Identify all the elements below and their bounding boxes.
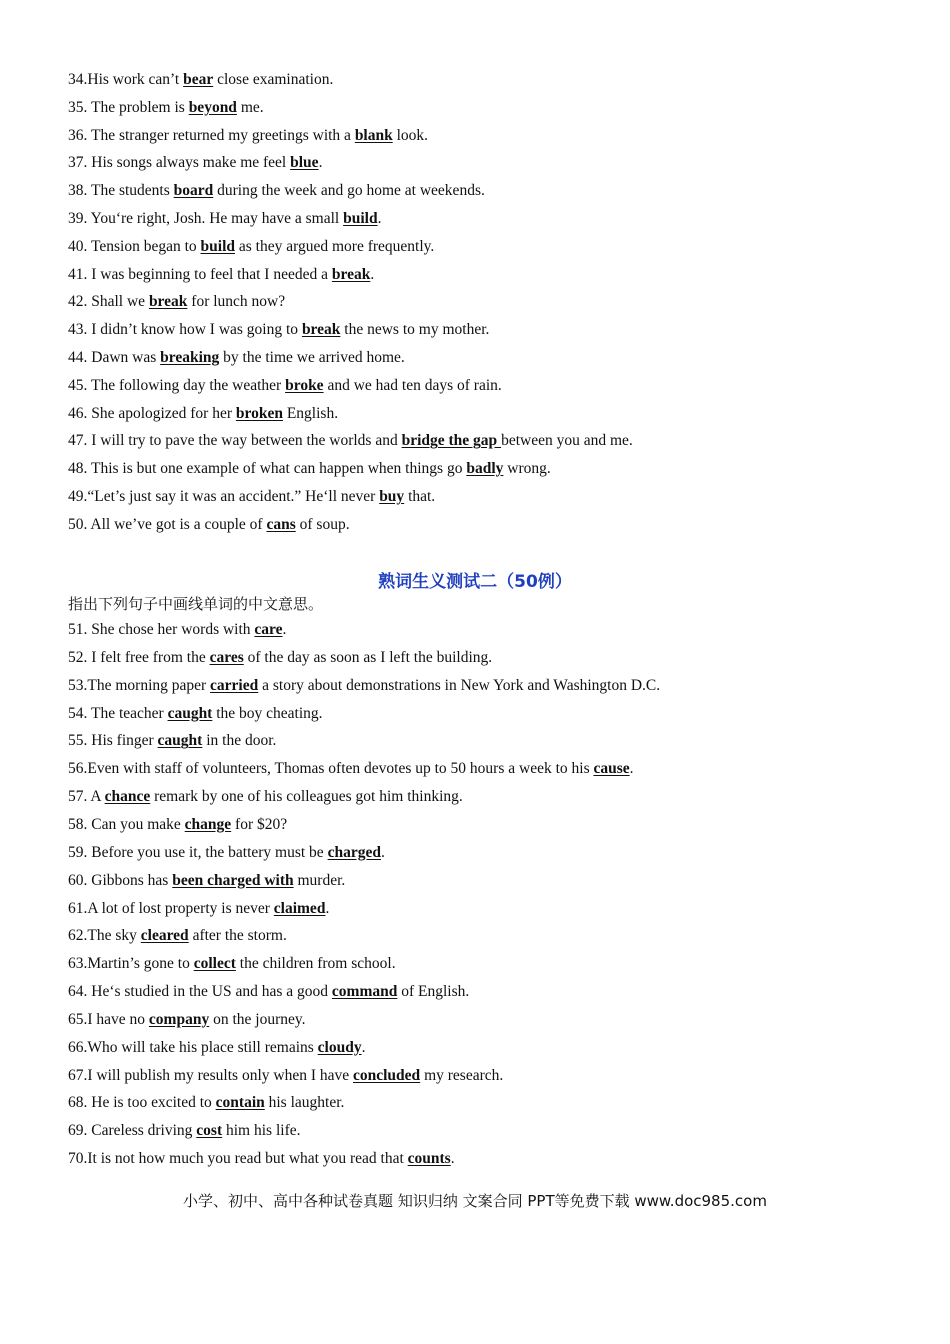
- sentence-item: [68, 376, 502, 396]
- sentence-item: [68, 1149, 455, 1169]
- sentence-text: 62.The sky: [68, 927, 141, 945]
- sentence-item: [68, 1093, 344, 1113]
- sentence-text: a story about demonstrations in New York and Washington D.C.: [258, 676, 661, 694]
- sentence-item: [68, 348, 405, 368]
- sentence-text: 60. Gibbons has: [68, 871, 173, 889]
- sentence-text: 58. Can you make: [68, 815, 185, 833]
- sentence-text: 40. Tension began to: [68, 237, 201, 255]
- sentence-text: as they argued more frequently.: [235, 237, 435, 255]
- sentence-text: .: [318, 154, 323, 172]
- sentence-text: 54. The teacher: [68, 704, 168, 722]
- sentence-item: [68, 1066, 503, 1086]
- underlined-keyword: cans: [266, 515, 296, 533]
- sentence-item: [68, 704, 323, 724]
- sentence-text: .: [370, 265, 375, 283]
- sentence-text: his laughter.: [264, 1094, 345, 1112]
- sentence-item: [68, 126, 428, 146]
- sentence-item: [68, 292, 285, 312]
- underlined-keyword: build: [200, 237, 235, 255]
- sentence-text: 47. I will try to pave the way between the worlds and: [68, 432, 402, 450]
- sentence-text: that.: [404, 488, 436, 505]
- page-footer: 小学、初中、高中各种试卷真题 知识归纳 文案合同 PPT等免费下载 www.doc985.com: [183, 1192, 767, 1210]
- underlined-keyword: break: [148, 293, 188, 311]
- sentence-item: [68, 487, 435, 507]
- sentence-text: murder.: [293, 871, 346, 889]
- sentence-item: [68, 459, 551, 479]
- sentence-text: 36. The stranger returned my greetings with a: [68, 126, 355, 144]
- sentence-item: [68, 70, 333, 90]
- sentence-item: [68, 404, 338, 424]
- underlined-keyword: bear: [183, 71, 214, 88]
- sentence-text: 46. She apologized for her: [68, 404, 236, 422]
- sentence-text: 70.It is not how much you read but what you read that: [68, 1150, 408, 1168]
- sentence-text: after the storm.: [188, 927, 287, 945]
- sentence-text: 67.I will publish my results only when I have: [68, 1066, 353, 1084]
- underlined-keyword: break: [331, 265, 371, 283]
- sentence-item: [68, 1121, 300, 1141]
- underlined-keyword: counts: [407, 1150, 451, 1168]
- underlined-keyword: badly: [466, 460, 504, 478]
- underlined-keyword: buy: [379, 488, 405, 505]
- underlined-keyword: contain: [215, 1094, 265, 1112]
- sentence-text: 34.His work can’t: [68, 71, 184, 88]
- underlined-keyword: caught: [167, 704, 213, 722]
- sentence-text: 49.“Let’s just say it was an accident.” He‘ll never: [68, 488, 380, 505]
- underlined-keyword: been charged with: [172, 871, 294, 889]
- sentence-item: [68, 982, 469, 1002]
- sentence-text: .: [361, 1038, 366, 1056]
- sentence-text: 59. Before you use it, the battery must be: [68, 843, 328, 861]
- sentence-text: for $20?: [231, 815, 288, 833]
- sentence-item: [68, 209, 381, 229]
- sentence-text: 64. He‘s studied in the US and has a good: [68, 983, 332, 1001]
- sentence-text: .: [377, 210, 382, 227]
- sentence-text: 61.A lot of lost property is never: [68, 899, 274, 917]
- sentence-text: between you and me.: [501, 432, 633, 450]
- sentence-text: 69. Careless driving: [68, 1122, 197, 1140]
- underlined-keyword: beyond: [188, 98, 237, 116]
- underlined-keyword: broken: [235, 404, 283, 422]
- sentence-text: 50. All we’ve got is a couple of: [68, 515, 267, 533]
- sentence-item: [68, 787, 463, 807]
- sentence-item: [68, 237, 434, 257]
- sentence-item: [68, 320, 489, 340]
- sentence-text: 38. The students: [68, 182, 174, 200]
- sentence-text: 45. The following day the weather: [68, 376, 286, 394]
- sentence-text: 57. A: [68, 788, 105, 806]
- underlined-keyword: blue: [290, 154, 319, 172]
- section-heading: 熟词生义测试二（50例）: [378, 572, 572, 592]
- underlined-keyword: build: [343, 210, 378, 227]
- sentence-text: of English.: [397, 983, 470, 1001]
- sentence-item: [68, 265, 374, 285]
- sentence-item: [68, 899, 329, 919]
- sentence-text: 48. This is but one example of what can happen when things go: [68, 460, 467, 478]
- sentence-text: 65.I have no: [68, 1010, 149, 1028]
- underlined-keyword: cleared: [140, 927, 189, 945]
- sentence-text: on the journey.: [209, 1010, 306, 1028]
- sentence-text: 63.Martin’s gone to: [68, 955, 194, 973]
- underlined-keyword: board: [173, 182, 214, 200]
- sentence-text: 43. I didn’t know how I was going to: [68, 321, 302, 339]
- underlined-keyword: cause: [593, 760, 630, 778]
- underlined-keyword: charged: [327, 843, 381, 861]
- underlined-keyword: carried: [210, 676, 259, 694]
- sentence-item: [68, 153, 322, 173]
- sentence-text: English.: [282, 404, 339, 422]
- sentence-text: 56.Even with staff of volunteers, Thomas often devotes up to 50 hours a week to his: [68, 760, 594, 778]
- sentence-text: the news to my mother.: [340, 321, 490, 339]
- sentence-item: [68, 515, 350, 535]
- sentence-text: look.: [392, 126, 429, 144]
- sentence-text: 51. She chose her words with: [68, 621, 255, 638]
- sentence-text: 41. I was beginning to feel that I needed a: [68, 265, 332, 283]
- sentence-item: [68, 1038, 365, 1058]
- sentence-text: 44. Dawn was: [68, 349, 161, 366]
- sentence-item: [68, 1010, 306, 1030]
- sentence-text: and we had ten days of rain.: [323, 376, 502, 394]
- sentence-text: 55. His finger: [68, 732, 158, 750]
- sentence-item: [68, 843, 385, 863]
- sentence-text: by the time we arrived home.: [219, 349, 405, 366]
- sentence-text: him his life.: [222, 1122, 301, 1140]
- sentence-text: 68. He is too excited to: [68, 1094, 216, 1112]
- sentence-text: during the week and go home at weekends.: [213, 182, 485, 200]
- underlined-keyword: concluded: [353, 1066, 421, 1084]
- sentence-text: .: [380, 843, 385, 861]
- underlined-keyword: cares: [209, 648, 244, 666]
- sentence-item: [68, 731, 276, 751]
- sentence-text: the boy cheating.: [212, 704, 323, 722]
- instruction-text: 指出下列句子中画线单词的中文意思。: [68, 595, 324, 613]
- underlined-keyword: care: [254, 621, 283, 638]
- sentence-item: [68, 181, 485, 201]
- sentence-text: 39. You‘re right, Josh. He may have a small: [68, 210, 344, 227]
- sentence-text: 52. I felt free from the: [68, 648, 210, 666]
- underlined-keyword: cloudy: [317, 1038, 362, 1056]
- sentence-item: [68, 926, 287, 946]
- sentence-text: me.: [236, 98, 264, 116]
- underlined-keyword: blank: [354, 126, 393, 144]
- sentence-text: 35. The problem is: [68, 98, 189, 116]
- sentence-text: the children from school.: [235, 955, 396, 973]
- underlined-keyword: break: [301, 321, 341, 339]
- sentence-text: my research.: [420, 1066, 504, 1084]
- sentence-item: [68, 759, 634, 779]
- sentence-text: .: [450, 1150, 455, 1168]
- sentence-item: [68, 676, 660, 696]
- underlined-keyword: bridge the gap: [401, 432, 502, 450]
- sentence-text: 37. His songs always make me feel: [68, 154, 291, 172]
- sentence-text: .: [282, 621, 287, 638]
- sentence-text: in the door.: [202, 732, 277, 750]
- underlined-keyword: collect: [193, 955, 236, 973]
- sentence-text: for lunch now?: [187, 293, 286, 311]
- sentence-item: [68, 871, 345, 891]
- sentence-text: 66.Who will take his place still remains: [68, 1038, 318, 1056]
- sentence-item: [68, 431, 633, 451]
- underlined-keyword: change: [184, 815, 232, 833]
- underlined-keyword: chance: [104, 788, 151, 806]
- sentence-item: [68, 620, 286, 640]
- sentence-text: wrong.: [503, 460, 551, 478]
- underlined-keyword: command: [331, 983, 398, 1001]
- underlined-keyword: breaking: [160, 349, 220, 366]
- underlined-keyword: broke: [285, 376, 324, 394]
- sentence-item: [68, 954, 396, 974]
- sentence-text: .: [325, 899, 330, 917]
- sentence-text: 42. Shall we: [68, 293, 149, 311]
- underlined-keyword: claimed: [273, 899, 326, 917]
- sentence-item: [68, 815, 287, 835]
- sentence-item: [68, 648, 492, 668]
- sentence-text: .: [629, 760, 634, 778]
- sentence-text: of soup.: [295, 515, 350, 533]
- underlined-keyword: caught: [157, 732, 203, 750]
- sentence-item: [68, 98, 264, 118]
- underlined-keyword: cost: [196, 1122, 223, 1140]
- sentence-text: of the day as soon as I left the building.: [243, 648, 493, 666]
- sentence-text: 53.The morning paper: [68, 676, 211, 694]
- sentence-text: remark by one of his colleagues got him thinking.: [150, 788, 463, 806]
- sentence-text: close examination.: [213, 71, 334, 88]
- underlined-keyword: company: [148, 1010, 210, 1028]
